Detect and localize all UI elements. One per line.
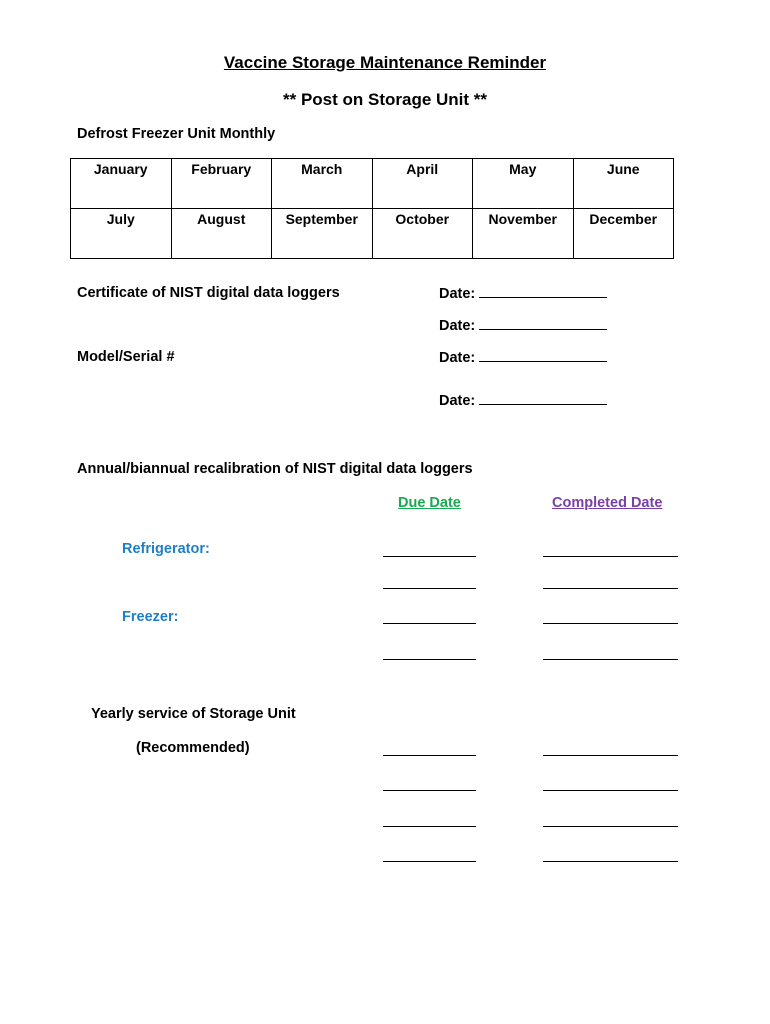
month-cell[interactable]: February [171,159,272,209]
completed-date-blank[interactable] [543,861,678,862]
date-field-4[interactable] [439,392,607,409]
month-cell[interactable]: October [372,209,473,259]
months-row-1 [71,159,674,209]
certificate-label: Certificate of NIST digital data loggers [77,285,340,301]
yearly-service-heading: Yearly service of Storage Unit [91,706,296,722]
due-date-header: Due Date [398,495,461,511]
month-cell[interactable]: January [71,159,172,209]
model-serial-label: Model/Serial # [77,349,175,365]
due-date-blank[interactable] [383,790,476,791]
completed-date-header: Completed Date [552,495,663,511]
date-field-3[interactable] [439,349,607,366]
date-field-2[interactable] [439,317,607,334]
completed-date-blank[interactable] [543,790,678,791]
completed-date-blank[interactable] [543,826,678,827]
month-cell[interactable]: August [171,209,272,259]
due-date-blank[interactable] [383,659,476,660]
due-date-blank[interactable] [383,755,476,756]
document-title: Vaccine Storage Maintenance Reminder [223,53,547,72]
date-label: Date: [439,318,476,334]
due-date-blank[interactable] [383,588,476,589]
completed-date-blank[interactable] [543,659,678,660]
months-row-2 [71,209,674,259]
month-cell[interactable]: September [272,209,373,259]
date-blank[interactable] [479,392,607,405]
date-label: Date: [439,350,476,366]
date-label: Date: [439,393,476,409]
due-date-blank[interactable] [383,556,476,557]
date-blank[interactable] [479,285,607,298]
due-date-blank[interactable] [383,623,476,624]
completed-date-blank[interactable] [543,556,678,557]
month-cell[interactable]: April [372,159,473,209]
date-label: Date: [439,286,476,302]
recommended-note: (Recommended) [136,740,250,756]
completed-date-blank[interactable] [543,588,678,589]
completed-date-blank[interactable] [543,623,678,624]
date-field-1[interactable] [439,285,607,302]
completed-date-blank[interactable] [543,755,678,756]
date-blank[interactable] [479,349,607,362]
month-cell[interactable]: March [272,159,373,209]
freezer-label: Freezer: [122,609,179,625]
defrost-heading: Defrost Freezer Unit Monthly [77,126,276,142]
month-cell[interactable]: May [473,159,574,209]
month-cell[interactable]: December [573,209,674,259]
months-table [70,158,674,259]
due-date-blank[interactable] [383,861,476,862]
date-blank[interactable] [479,317,607,330]
month-cell[interactable]: June [573,159,674,209]
refrigerator-label: Refrigerator: [122,541,210,557]
month-cell[interactable]: July [71,209,172,259]
recalibration-heading: Annual/biannual recalibration of NIST digital data loggers [77,461,473,477]
month-cell[interactable]: November [473,209,574,259]
document-subtitle: ** Post on Storage Unit ** [282,90,488,109]
due-date-blank[interactable] [383,826,476,827]
